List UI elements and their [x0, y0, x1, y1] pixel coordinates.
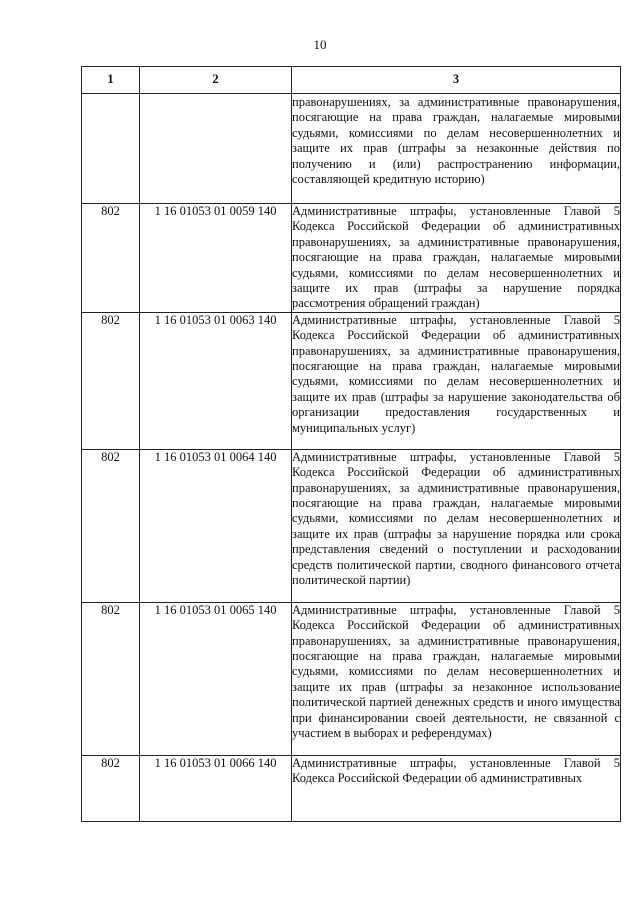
administrator-code-cell: 802	[82, 602, 140, 755]
table-header-row	[82, 67, 621, 94]
revenue-description-cell	[292, 312, 621, 449]
administrator-code-cell: 802	[82, 755, 140, 821]
revenue-description-text: правонарушениях, за административные правонарушения, посягающие на права граждан, налагаемые мировыми судьями, комиссиями по делам несовершеннолетних и защите их прав (штрафы за незаконные действия по получению и (или) распространению информации, составляющей кредитную историю)	[292, 95, 620, 187]
page-number: 10	[313, 37, 327, 52]
revenue-description-cell	[292, 602, 621, 755]
table-row	[82, 94, 621, 204]
budget-classification-code-cell: 1 16 01053 01 0063 140	[140, 312, 292, 449]
revenue-description-cell	[292, 204, 621, 313]
column-header-2: 2	[140, 67, 292, 94]
revenue-description-cell	[292, 755, 621, 821]
budget-classification-code-cell: 1 16 01053 01 0065 140	[140, 602, 292, 755]
budget-classification-code-cell: 1 16 01053 01 0064 140	[140, 449, 292, 602]
table-row	[82, 602, 621, 755]
table-row	[82, 755, 621, 821]
revenue-description-cell	[292, 94, 621, 204]
table-row	[82, 449, 621, 602]
revenue-description-text: Административные штрафы, установленные Главой 5 Кодекса Российской Федерации об административных правонарушениях, за административные правонарушения, посягающие на права граждан, налагаемые мировыми судьями, комиссиями по делам несовершеннолетних и защите их прав (штрафы за нарушение порядка или срока представления сведений о поступлении и расходовании средств политической партии, сводного финансового отчета политической партии)	[292, 449, 620, 588]
column-header-3: 3	[292, 67, 621, 94]
table-row	[82, 312, 621, 449]
administrator-code-cell: 802	[82, 312, 140, 449]
administrator-code-cell: 802	[82, 449, 140, 602]
revenue-description-text: Административные штрафы, установленные Главой 5 Кодекса Российской Федерации об административных правонарушениях, за административные правонарушения, посягающие на права граждан, налагаемые мировыми судьями, комиссиями по делам несовершеннолетних и защите их прав (штрафы за нарушение порядка рассмотрения обращений граждан)	[292, 204, 620, 311]
revenue-description-text: Административные штрафы, установленные Главой 5 Кодекса Российской Федерации об административных правонарушениях, за административные правонарушения, посягающие на права граждан, налагаемые мировыми судьями, комиссиями по делам несовершеннолетних и защите их прав (штрафы за нарушение законодательства об организации предоставления государственных и муниципальных услуг)	[292, 312, 620, 435]
revenue-description-text: Административные штрафы, установленные Главой 5 Кодекса Российской Федерации об административных	[292, 755, 620, 786]
budget-classification-code-cell: 1 16 01053 01 0066 140	[140, 755, 292, 821]
budget-classification-code-cell	[140, 94, 292, 204]
column-header-1: 1	[82, 67, 140, 94]
administrator-code-cell: 802	[82, 204, 140, 313]
administrator-code-cell	[82, 94, 140, 204]
budget-codes-table	[81, 66, 621, 822]
table-row	[82, 204, 621, 313]
revenue-description-text: Административные штрафы, установленные Главой 5 Кодекса Российской Федерации об административных правонарушениях, за административные правонарушения, посягающие на права граждан, налагаемые мировыми судьями, комиссиями по делам несовершеннолетних и защите их прав (штрафы за незаконное использование политической партией денежных средств и иного имущества при финансировании своей деятельности, не связанной с участием в выборах и референдумах)	[292, 602, 620, 741]
budget-classification-code-cell: 1 16 01053 01 0059 140	[140, 204, 292, 313]
revenue-description-cell	[292, 449, 621, 602]
